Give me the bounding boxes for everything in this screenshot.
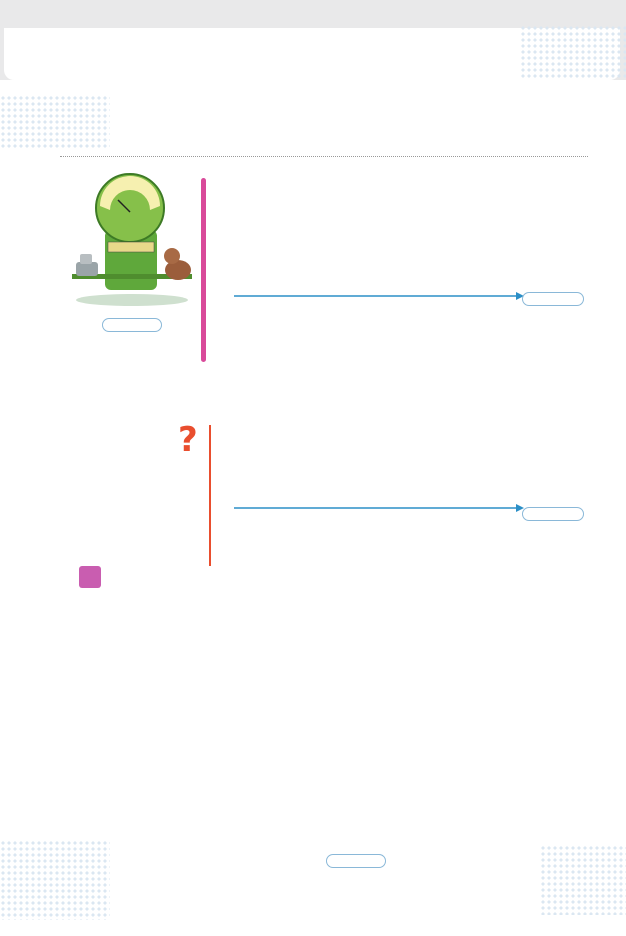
figure-1-30-caption (326, 854, 386, 868)
weight-2kg (76, 262, 98, 276)
dot-pattern-top-right (520, 25, 626, 80)
figure-1-28-caption (522, 292, 584, 306)
coordinate-axis-1-29 (228, 484, 528, 528)
scales-illustration (70, 170, 200, 310)
scales-slider-bar (108, 242, 154, 252)
header-divider (60, 156, 588, 157)
question-mark-icon: ? (178, 420, 198, 460)
k-badge (79, 566, 101, 588)
dot-pattern-bottom-left (0, 840, 110, 920)
weight-1kg (80, 254, 92, 264)
figure-1-27-caption (102, 318, 162, 332)
coordinate-axis-1-28 (228, 272, 528, 316)
theory-marker-bar (201, 178, 206, 362)
scales-base-shadow (76, 294, 188, 306)
dot-pattern-top-left (0, 95, 110, 150)
dog-head (164, 248, 180, 264)
dot-pattern-bottom-right (540, 845, 626, 915)
figure-1-29-caption (522, 507, 584, 521)
